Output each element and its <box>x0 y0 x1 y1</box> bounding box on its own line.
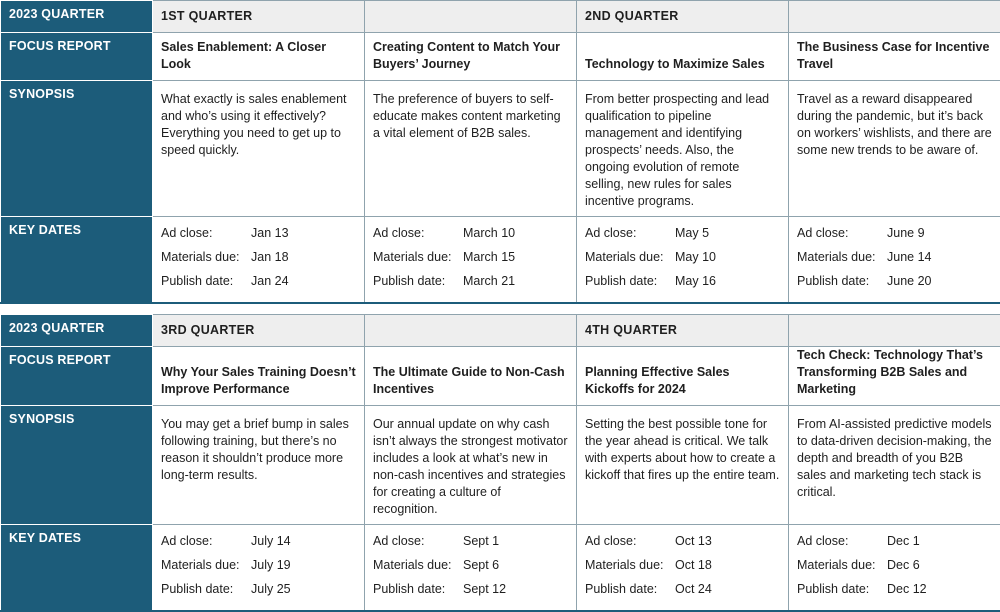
row-label-key-dates: KEY DATES <box>1 217 153 303</box>
date-value: Sept 1 <box>463 534 568 558</box>
focus-report-title: The Ultimate Guide to Non-Cash Incentives <box>365 347 577 406</box>
focus-report-title: Creating Content to Match Your Buyers’ Journey <box>365 33 577 81</box>
date-value: July 19 <box>251 558 356 582</box>
row-label-quarter: 2023 QUARTER <box>1 1 153 33</box>
quarter-heading <box>789 1 1000 33</box>
date-label: Publish date: <box>585 274 675 298</box>
date-entry <box>161 226 356 250</box>
date-label: Materials due: <box>373 558 463 582</box>
quarter-heading: 1ST QUARTER <box>153 1 365 33</box>
key-dates-cell <box>365 217 577 303</box>
synopsis-text: Our annual update on why cash isn’t always the strongest motivator includes a look at what’s new in non-cash incentives and strategies for creating a culture of recognition. <box>365 406 577 525</box>
date-label: Publish date: <box>161 582 251 606</box>
row-label-key-dates: KEY DATES <box>1 525 153 611</box>
synopsis-text: Setting the best possible tone for the year ahead is critical. We talk with experts about how to create a kickoff that fires up the entire team. <box>577 406 789 525</box>
date-entry <box>161 250 356 274</box>
date-value: May 10 <box>675 250 780 274</box>
date-value: Sept 12 <box>463 582 568 606</box>
date-value: March 15 <box>463 250 568 274</box>
date-entry <box>585 582 780 606</box>
key-dates-cell <box>577 217 789 303</box>
date-label: Ad close: <box>797 226 887 250</box>
date-label: Materials due: <box>797 558 887 582</box>
synopsis-text: Travel as a reward disappeared during the pandemic, but it’s back on workers’ wishlists, and there are some new trends to be aware of. <box>789 81 1000 217</box>
date-entry <box>373 534 568 558</box>
date-entry <box>161 534 356 558</box>
date-value: May 16 <box>675 274 780 298</box>
date-value: Jan 13 <box>251 226 356 250</box>
date-entry <box>585 250 780 274</box>
date-label: Materials due: <box>585 558 675 582</box>
date-entry <box>373 250 568 274</box>
date-label: Ad close: <box>161 226 251 250</box>
row-label-synopsis: SYNOPSIS <box>1 406 153 525</box>
date-entry <box>161 274 356 298</box>
date-entry <box>373 558 568 582</box>
date-entry <box>585 226 780 250</box>
date-entry <box>373 582 568 606</box>
date-value: March 10 <box>463 226 568 250</box>
synopsis-text: The preference of buyers to self-educate makes content marketing a vital element of B2B sales. <box>365 81 577 217</box>
quarter-heading <box>365 315 577 347</box>
date-label: Publish date: <box>373 274 463 298</box>
date-entry <box>797 226 992 250</box>
date-entry <box>797 558 992 582</box>
date-value: Dec 1 <box>887 534 992 558</box>
date-entry <box>797 582 992 606</box>
row-label-focus: FOCUS REPORT <box>1 347 153 406</box>
date-value: Oct 18 <box>675 558 780 582</box>
date-entry <box>585 534 780 558</box>
date-value: July 14 <box>251 534 356 558</box>
date-label: Publish date: <box>797 274 887 298</box>
date-label: Ad close: <box>585 226 675 250</box>
focus-report-title: Sales Enablement: A Closer Look <box>153 33 365 81</box>
date-value: Dec 6 <box>887 558 992 582</box>
quarter-heading <box>789 315 1000 347</box>
date-entry <box>797 250 992 274</box>
schedule-table <box>0 314 1000 612</box>
row-label-quarter: 2023 QUARTER <box>1 315 153 347</box>
synopsis-row <box>1 406 1000 525</box>
date-label: Publish date: <box>585 582 675 606</box>
date-value: Jan 18 <box>251 250 356 274</box>
date-value: May 5 <box>675 226 780 250</box>
focus-report-title: Technology to Maximize Sales <box>577 33 789 81</box>
row-label-synopsis: SYNOPSIS <box>1 81 153 217</box>
focus-report-title: Tech Check: Technology That’s Transforming B2B Sales and Marketing <box>789 347 1000 406</box>
synopsis-text: You may get a brief bump in sales following training, but there’s no reason it shouldn’t produce more long-term results. <box>153 406 365 525</box>
focus-report-title: The Business Case for Incentive Travel <box>789 33 1000 81</box>
date-value: June 14 <box>887 250 992 274</box>
synopsis-text: From AI-assisted predictive models to data-driven decision-making, the depth and breadth of you B2B sales and marketing tech stack is critical. <box>789 406 1000 525</box>
date-label: Ad close: <box>161 534 251 558</box>
synopsis-row <box>1 81 1000 217</box>
quarter-heading: 3RD QUARTER <box>153 315 365 347</box>
key-dates-cell <box>153 217 365 303</box>
row-label-focus: FOCUS REPORT <box>1 33 153 81</box>
date-entry <box>161 558 356 582</box>
date-value: June 20 <box>887 274 992 298</box>
date-entry <box>585 558 780 582</box>
date-label: Materials due: <box>373 250 463 274</box>
date-value: Dec 12 <box>887 582 992 606</box>
date-value: Jan 24 <box>251 274 356 298</box>
date-entry <box>373 274 568 298</box>
date-label: Materials due: <box>797 250 887 274</box>
date-entry <box>797 534 992 558</box>
date-value: Oct 24 <box>675 582 780 606</box>
date-value: March 21 <box>463 274 568 298</box>
focus-report-title: Why Your Sales Training Doesn’t Improve Performance <box>153 347 365 406</box>
date-label: Publish date: <box>373 582 463 606</box>
focus-row <box>1 33 1000 81</box>
synopsis-text: What exactly is sales enablement and who’s using it effectively? Everything you need to get up to speed quickly. <box>153 81 365 217</box>
key-dates-row <box>1 217 1000 303</box>
focus-row <box>1 347 1000 406</box>
date-value: Sept 6 <box>463 558 568 582</box>
date-entry <box>373 226 568 250</box>
date-label: Ad close: <box>797 534 887 558</box>
date-label: Materials due: <box>585 250 675 274</box>
quarter-heading <box>365 1 577 33</box>
quarter-heading: 2ND QUARTER <box>577 1 789 33</box>
key-dates-cell <box>789 217 1000 303</box>
date-entry <box>161 582 356 606</box>
date-label: Ad close: <box>585 534 675 558</box>
date-entry <box>585 274 780 298</box>
date-label: Materials due: <box>161 250 251 274</box>
schedule-table <box>0 0 1000 304</box>
date-label: Publish date: <box>797 582 887 606</box>
date-value: June 9 <box>887 226 992 250</box>
date-label: Publish date: <box>161 274 251 298</box>
quarter-row <box>1 315 1000 347</box>
synopsis-text: From better prospecting and lead qualification to pipeline management and identifying prospects’ needs. Also, the ongoing evolution of remote selling, new rules for sales incentive programs. <box>577 81 789 217</box>
quarter-heading: 4TH QUARTER <box>577 315 789 347</box>
date-value: Oct 13 <box>675 534 780 558</box>
quarter-row <box>1 1 1000 33</box>
date-label: Materials due: <box>161 558 251 582</box>
date-label: Ad close: <box>373 226 463 250</box>
date-value: July 25 <box>251 582 356 606</box>
focus-report-title: Planning Effective Sales Kickoffs for 2024 <box>577 347 789 406</box>
date-entry <box>797 274 992 298</box>
date-label: Ad close: <box>373 534 463 558</box>
